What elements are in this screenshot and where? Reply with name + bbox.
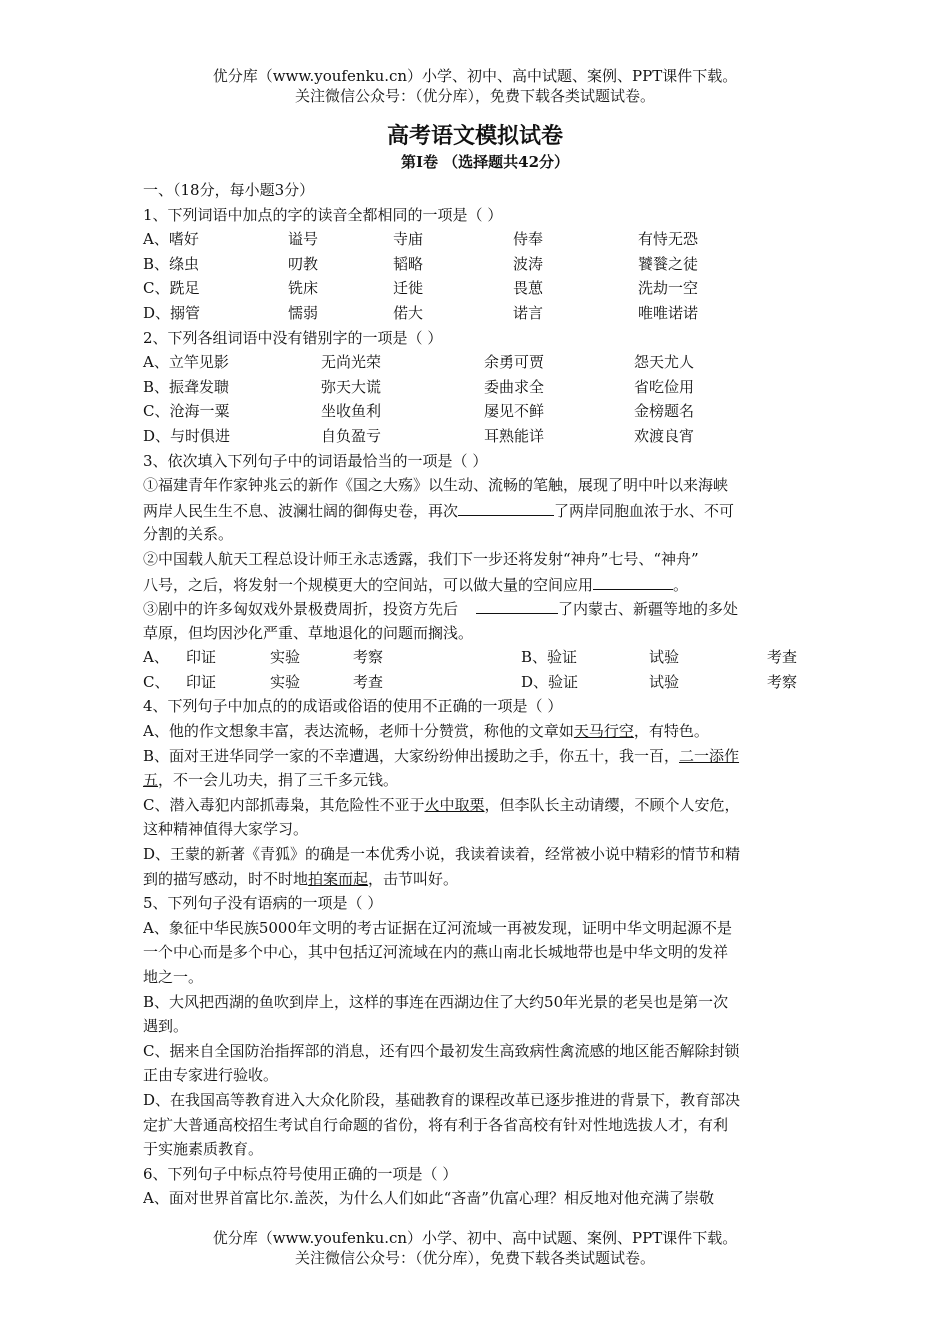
q3-text: 。 — [673, 575, 689, 594]
q3-option-word: 试验 — [649, 648, 680, 667]
q4-option-c-cont: 这种精神值得大家学习。 — [143, 820, 309, 839]
q3-sentence-1-end: 分割的关系。 — [143, 525, 234, 544]
q2-option-row — [143, 350, 808, 375]
q1-cell: 偌大 — [393, 303, 424, 322]
q5-option-d-cont: 定扩大普通高校招生考试自行命题的省份，将有利于各省高校有针对性地选拔人才，有利 — [143, 1115, 729, 1134]
q2-cell: B、振聋发聩 — [143, 377, 230, 396]
q1-cell: 铣床 — [288, 279, 319, 298]
q2-option-row — [143, 375, 808, 400]
q2-cell: 怨天尤人 — [634, 353, 695, 372]
q2-cell: 余勇可贾 — [484, 353, 545, 372]
q1-cell: 叨教 — [288, 254, 319, 273]
q4-option-b-cont — [143, 768, 808, 793]
q3-sentence-3-end: 草原，但均因沙化严重、草地退化的问题而搁浅。 — [143, 623, 474, 642]
q4-idiom: 天马行空 — [573, 722, 634, 741]
q6-option-a: A、面对世界首富比尔.盖茨，为什么人们如此“吝啬”仇富心理？相反地对他充满了崇敬 — [143, 1189, 714, 1208]
page-header — [0, 66, 950, 106]
q5-option-c: C、据来自全国防治指挥部的消息，还有四个最初发生高致病性禽流感的地区能否解除封锁 — [143, 1041, 740, 1060]
q1-cell: 畏葸 — [513, 279, 544, 298]
q4-text: A、他的作文想象丰富，表达流畅，老师十分赞赏，称他的文章如 — [143, 722, 574, 741]
q4-option-d: D、王蒙的新著《青狐》的确是一本优秀小说，我读着读着，经常被小说中精彩的情节和精 — [143, 845, 741, 864]
q3-blank-2 — [593, 572, 673, 590]
q3-text: 两岸人民生生不息、波澜壮阔的御侮史卷，再次 — [143, 501, 459, 520]
q3-sentence-1: ①福建青年作家钟兆云的新作《国之大殇》以生动、流畅的笔触，展现了明中叶以来海峡 — [143, 476, 729, 495]
q3-option-label: C、 — [143, 672, 170, 691]
q3-option-row — [143, 645, 808, 670]
q5-option-a-end: 地之一。 — [143, 968, 204, 986]
header-line-1: 优分库（www.youfenku.cn）小学、初中、高中试题、案例、PPT课件下载。 — [212, 67, 738, 85]
q1-cell: 诺言 — [513, 303, 544, 322]
q4-text: ，击节叫好。 — [368, 869, 459, 888]
q3-stem: 3、依次填入下列句子中的词语最恰当的一项是（ ） — [143, 451, 488, 470]
q4-text: ，但李队长主动请缨，不顾个人安危， — [484, 795, 740, 814]
q2-cell: 耳熟能详 — [484, 426, 545, 445]
q6-stem: 6、下列句子中标点符号使用正确的一项是（ ） — [143, 1164, 458, 1183]
q1-cell: 寺庙 — [393, 230, 424, 249]
q3-option-word: 实验 — [270, 648, 301, 667]
q4-text: C、潜入毒犯内部抓毒枭，其危险性不亚于 — [143, 795, 425, 814]
q3-option-word: D、验证 — [521, 672, 579, 691]
q3-text: ③剧中的许多匈奴戏外景极费周折，投资方先后 — [143, 600, 459, 619]
q5-option-a: A、象征中华民族5000年文明的考古证据在辽河流域一再被发现，证明中华文明起源不是 — [143, 918, 733, 937]
exam-body — [143, 178, 808, 1211]
q1-cell: 韬略 — [393, 254, 424, 273]
q4-idiom: 二一添作 — [679, 746, 740, 765]
q1-option-row — [143, 252, 808, 277]
q3-text: 了内蒙古、新疆等地的多处 — [558, 600, 739, 619]
exam-title: 高考语文模拟试卷 — [386, 123, 563, 149]
q3-text: 了两岸同胞血浓于水、不可 — [554, 501, 735, 520]
q3-option-row — [143, 670, 808, 695]
q5-option-d: D、在我国高等教育进入大众化阶段，基础教育的课程改革已逐步推进的背景下，教育部决 — [143, 1090, 741, 1109]
q5-option-b-cont: 遇到。 — [143, 1017, 189, 1036]
q2-cell: 金榜题名 — [634, 402, 695, 421]
q2-cell: 欢渡良宵 — [634, 426, 695, 445]
q4-stem: 4、下列句子中加点的的成语或俗语的使用不正确的一项是（ ） — [143, 697, 563, 716]
q1-cell: 唯唯诺诺 — [638, 303, 699, 322]
q5-stem: 5、下列句子没有语病的一项是（ ） — [143, 894, 383, 913]
exam-subtitle: 第Ⅰ卷 （选择题共42分） — [400, 153, 570, 171]
q1-cell: 懦弱 — [288, 303, 319, 322]
q1-option-row — [143, 301, 808, 326]
q1-cell: 波涛 — [513, 254, 544, 273]
q4-option-c — [143, 793, 808, 818]
q5-option-c-cont: 正由专家进行验收。 — [143, 1066, 279, 1085]
q2-option-row — [143, 399, 808, 424]
q3-option-word: 考查 — [767, 648, 798, 667]
section-heading: 一、（18分，每小题3分） — [143, 181, 315, 199]
q1-option-row — [143, 227, 808, 252]
q2-cell: 省吃俭用 — [634, 377, 695, 396]
q2-cell: A、立竿见影 — [143, 353, 229, 372]
q1-cell: D、搦管 — [143, 303, 201, 322]
q2-cell: 弥天大谎 — [321, 377, 382, 396]
q2-cell: 自负盈亏 — [321, 426, 382, 445]
q3-blank-1 — [458, 498, 554, 516]
q1-cell: 饕餮之徒 — [638, 254, 699, 273]
q4-idiom: 五 — [143, 771, 159, 790]
q3-sentence-2-cont — [143, 572, 808, 597]
q1-cell: 迁徙 — [393, 279, 424, 298]
q4-text: ，不一会儿功夫，捐了三千多元钱。 — [158, 771, 399, 790]
q3-sentence-1-cont — [143, 498, 808, 523]
q1-cell: B、绦虫 — [143, 254, 200, 273]
q4-option-d-cont — [143, 867, 808, 892]
q3-text: 八号，之后，将发射一个规模更大的空间站，可以做大量的空间应用 — [143, 575, 594, 594]
q5-option-d-end: 于实施素质教育。 — [143, 1140, 264, 1159]
q3-sentence-2: ②中国载人航天工程总设计师王永志透露，我们下一步还将发射“神舟”七号、“神舟” — [143, 549, 699, 568]
q2-cell: 坐收鱼利 — [321, 402, 382, 421]
q3-option-word: 考查 — [353, 672, 384, 691]
q2-cell: C、沧海一粟 — [143, 402, 230, 421]
q3-blank-3 — [476, 596, 558, 614]
q1-cell: 洗劫一空 — [638, 279, 699, 298]
q3-option-word: 印证 — [186, 672, 217, 691]
q3-sentence-3 — [143, 596, 808, 621]
q2-cell: 无尚光荣 — [321, 353, 382, 372]
q1-cell: C、跣足 — [143, 279, 200, 298]
header-line-2: 关注微信公众号：（优分库），免费下载各类试题试卷。 — [294, 87, 655, 105]
q5-option-b: B、大风把西湖的鱼吹到岸上，这样的事连在西湖边住了大约50年光景的老吴也是第一次 — [143, 992, 729, 1011]
q1-option-row — [143, 276, 808, 301]
q4-idiom: 拍案而起 — [308, 869, 369, 888]
q4-text: B、面对王进华同学一家的不幸遭遇，大家纷纷伸出援助之手，你五十，我一百， — [143, 746, 680, 765]
q4-text: ，有特色。 — [633, 722, 709, 741]
q4-option-a — [143, 719, 808, 744]
q3-option-word: 印证 — [186, 648, 217, 667]
q2-cell: D、与时俱进 — [143, 426, 231, 445]
q3-option-label: A、 — [143, 648, 169, 667]
q3-option-word: B、验证 — [521, 648, 578, 667]
q1-cell: 谥号 — [288, 230, 319, 249]
q4-idiom: 火中取栗 — [424, 795, 485, 814]
q3-option-word: 考察 — [353, 648, 384, 667]
q1-cell: A、嗜好 — [143, 230, 199, 249]
q5-option-a-cont: 一个中心而是多个中心，其中包括辽河流域在内的燕山南北长城地带也是中华文明的发祥 — [143, 943, 729, 962]
q2-stem: 2、下列各组词语中没有错别字的一项是（ ） — [143, 328, 443, 347]
q3-option-word: 考察 — [767, 672, 798, 691]
q1-stem: 1、下列词语中加点的字的读音全都相同的一项是（ ） — [143, 205, 503, 224]
q1-cell: 有恃无恐 — [638, 230, 699, 249]
q2-option-row — [143, 424, 808, 449]
q4-option-b — [143, 744, 808, 769]
q2-cell: 屡见不鲜 — [484, 402, 545, 421]
footer-line-1: 优分库（www.youfenku.cn）小学、初中、高中试题、案例、PPT课件下载。 — [212, 1229, 738, 1247]
q3-option-word: 实验 — [270, 672, 301, 691]
q3-option-word: 试验 — [649, 672, 680, 691]
q2-cell: 委曲求全 — [484, 377, 545, 396]
footer-line-2: 关注微信公众号：（优分库），免费下载各类试题试卷。 — [294, 1249, 655, 1267]
page-footer — [0, 1228, 950, 1268]
q4-text: 到的描写感动，时不时地 — [143, 869, 309, 888]
q1-cell: 侍奉 — [513, 230, 544, 249]
